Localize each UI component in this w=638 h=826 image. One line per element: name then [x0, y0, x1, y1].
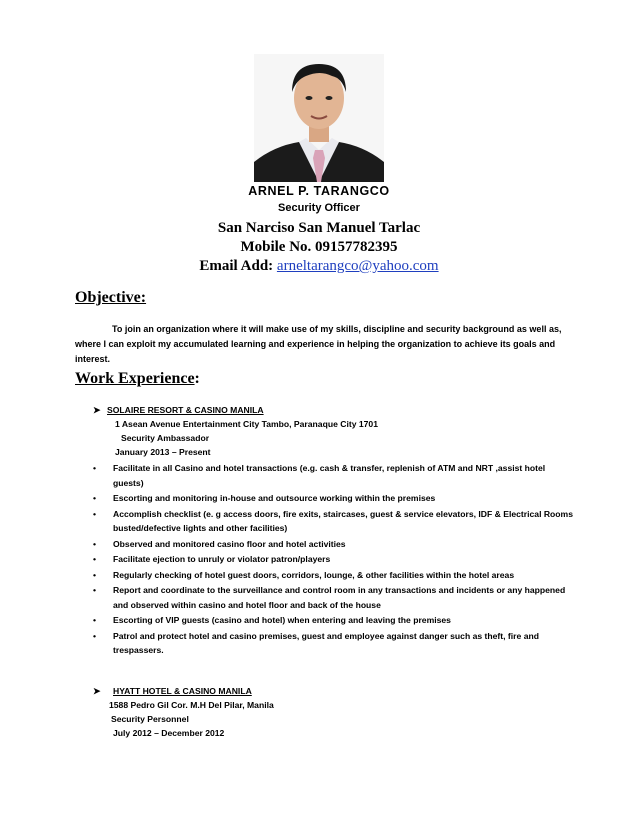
job-employer: SOLAIRE RESORT & CASINO MANILA — [107, 405, 264, 415]
list-item: • Accomplish checklist (e. g access doors, fire exits, staircases, guest & service elevators, IDF & Electrical Rooms busted/defective lights and other facilities) — [93, 508, 573, 533]
candidate-mobile: Mobile No. 09157782395 — [240, 239, 398, 255]
work-experience-heading: Work Experience: — [75, 370, 200, 387]
email-label: Email Add — [199, 258, 269, 274]
job-position: Security Ambassador — [121, 433, 210, 443]
person-photo-illustration — [254, 54, 384, 182]
email-link[interactable]: arneltarangco@yahoo.com — [276, 258, 439, 274]
job-address: 1 Asean Avenue Entertainment City Tambo, Paranaque City 1701 — [115, 419, 378, 429]
list-item: • Facilitate ejection to unruly or violator patron/players — [93, 554, 331, 564]
candidate-email-line: Email Add: arneltarangco@yahoo.com — [199, 258, 439, 274]
job-address: 1588 Pedro Gil Cor. M.H Del Pilar, Manila — [109, 700, 274, 710]
arrow-bullet-icon: ➤ — [93, 686, 101, 696]
candidate-address: San Narciso San Manuel Tarlac — [217, 220, 421, 236]
arrow-bullet-icon: ➤ — [93, 405, 101, 415]
list-item: • Patrol and protect hotel and casino premises, guest and employee against danger such as theft, fire and trespassers. — [93, 630, 539, 655]
list-item: • Report and coordinate to the surveillance and control room in any transactions and incidents or any happened and observed within casino and hotel floor and back of the house — [93, 585, 566, 610]
candidate-title: Security Officer — [278, 202, 360, 214]
job-period: July 2012 – December 2012 — [113, 728, 225, 738]
job-employer: HYATT HOTEL & CASINO MANILA — [113, 686, 252, 696]
profile-photo — [254, 54, 384, 182]
job-hyatt — [93, 684, 274, 740]
job-period: January 2013 – Present — [115, 447, 211, 457]
candidate-name: ARNEL P. TARANGCO — [248, 184, 390, 198]
list-item: • Escorting of VIP guests (casino and hotel) when entering and leaving the premises — [93, 615, 451, 625]
objective-heading: Objective: — [75, 289, 147, 306]
objective-text: To join an organization where it will make use of my skills, discipline and security background as well as, where I can exploit my accumulated learning and experience in helping the organization to achieve its goals and interest. — [75, 324, 562, 364]
list-item: • Observed and monitored casino floor and hotel activities — [93, 538, 346, 549]
job-duties-list — [93, 461, 573, 659]
list-item: • Escorting and monitoring in-house and outsource working within the premises — [93, 493, 436, 503]
list-item: • Regularly checking of hotel guest doors, corridors, lounge, & other facilities within the hotel areas — [93, 569, 515, 580]
job-solaire — [93, 403, 378, 459]
job-position: Security Personnel — [111, 714, 189, 724]
list-item: • Facilitate in all Casino and hotel transactions (e.g. cash & transfer, replenish of ATM and NRT ,assist hotel guests) — [93, 463, 546, 488]
